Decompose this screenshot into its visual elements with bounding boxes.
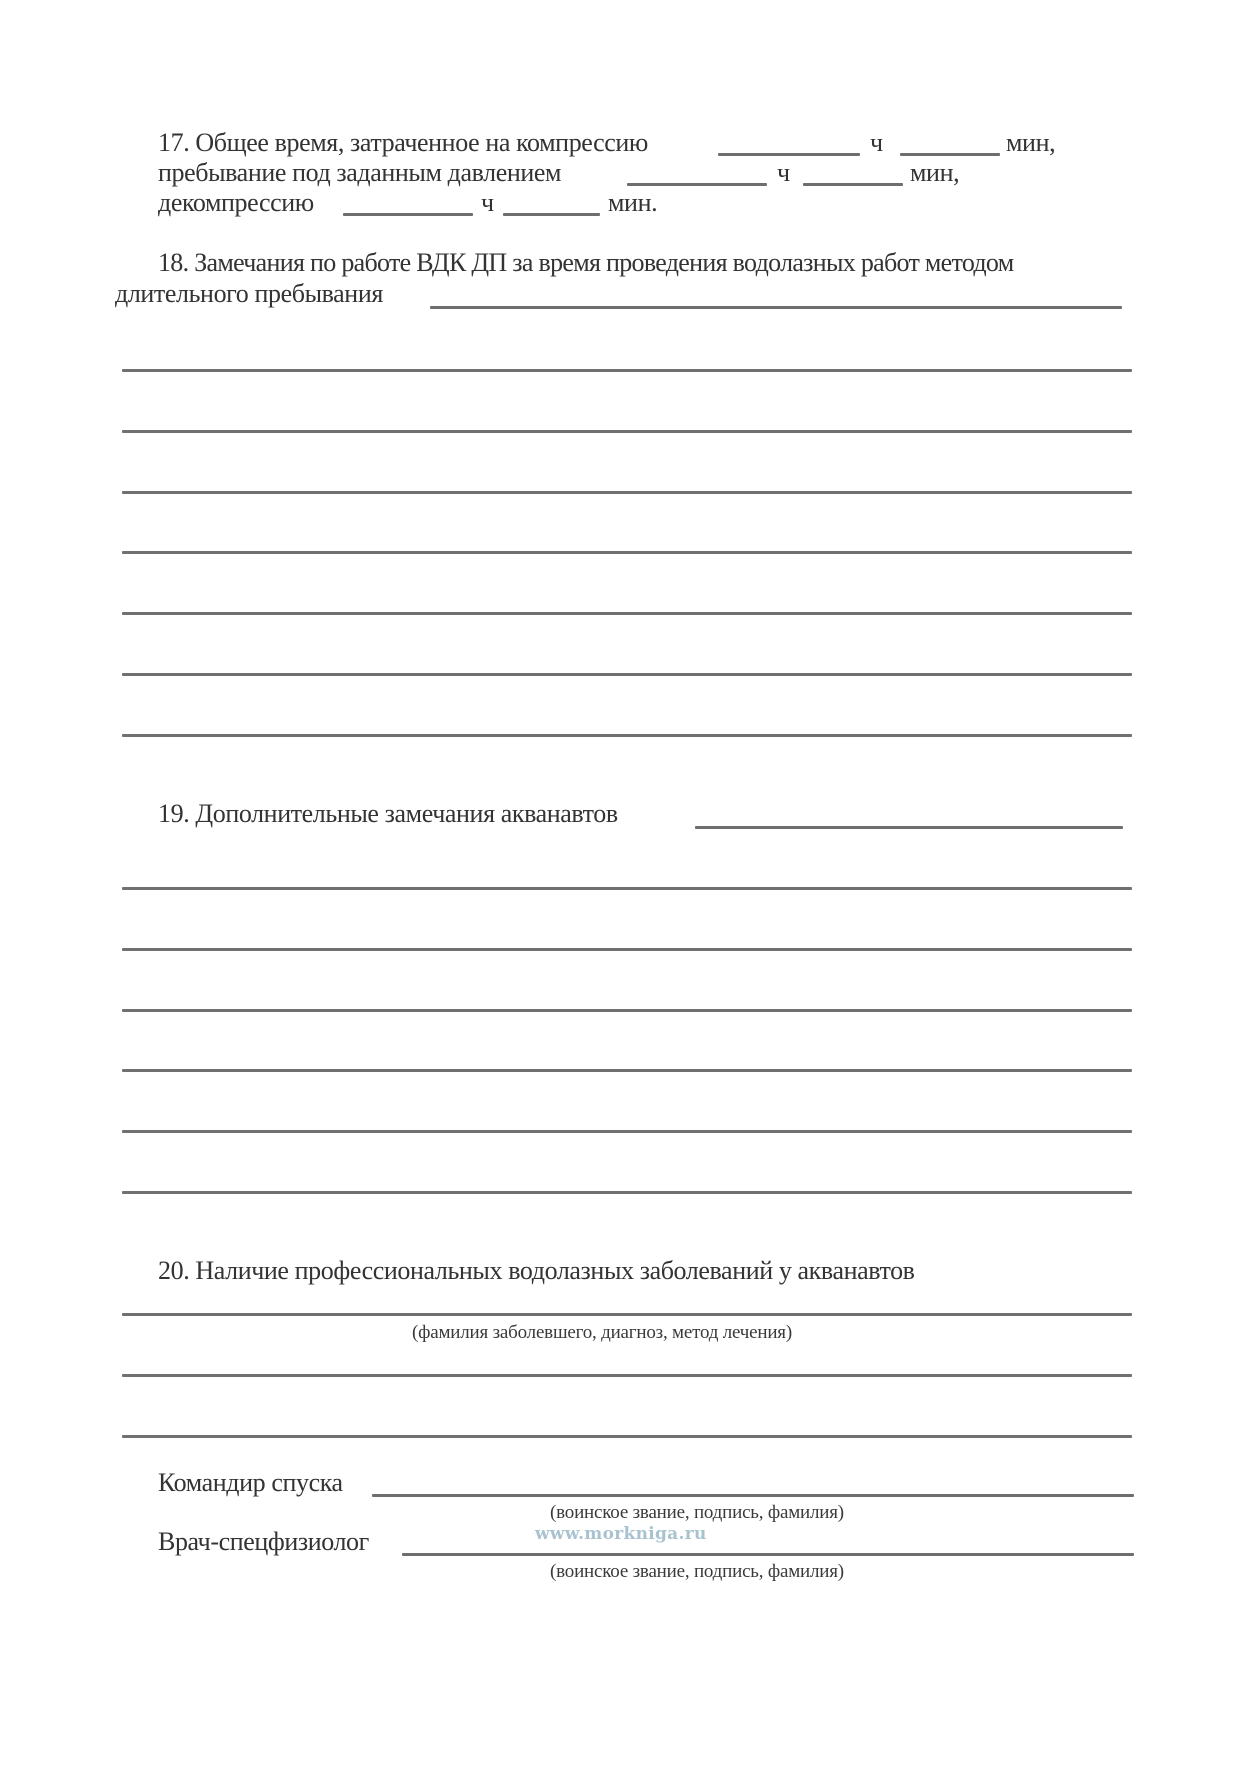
- physician-signature-caption: (воинское звание, подпись, фамилия): [550, 1561, 844, 1582]
- decompression-hours-field[interactable]: [343, 213, 473, 216]
- section-20-answer-line[interactable]: [122, 1435, 1132, 1438]
- compression-minutes-field[interactable]: [900, 153, 1000, 156]
- section-18-answer-line[interactable]: [122, 491, 1132, 494]
- section-18-answer-line[interactable]: [430, 306, 1122, 309]
- section-18-answer-line[interactable]: [122, 734, 1132, 737]
- commander-label: Командир спуска: [158, 1468, 343, 1497]
- section-18-answer-line[interactable]: [122, 612, 1132, 615]
- section-18-answer-line[interactable]: [122, 369, 1132, 372]
- physician-label: Врач-спецфизиолог: [158, 1527, 369, 1556]
- commander-signature-line[interactable]: [372, 1494, 1134, 1497]
- section-19-label: 19. Дополнительные замечания акванавтов: [158, 799, 618, 828]
- pressure-minutes-field[interactable]: [803, 183, 903, 186]
- section-17-label: 17. Общее время, затраченное на компрессию: [158, 128, 648, 157]
- section-17-pressure-label: пребывание под заданным давлением: [158, 158, 562, 187]
- section-19-answer-line[interactable]: [122, 1191, 1132, 1194]
- physician-signature-line[interactable]: [402, 1553, 1134, 1556]
- section-19-answer-line[interactable]: [122, 1069, 1132, 1072]
- section-18-answer-line[interactable]: [122, 673, 1132, 676]
- hours-unit: ч: [870, 128, 883, 157]
- section-19-answer-line[interactable]: [122, 887, 1132, 890]
- section-18-label-cont: длительного пребывания: [115, 279, 383, 308]
- commander-signature-caption: (воинское звание, подпись, фамилия): [550, 1502, 844, 1523]
- pressure-hours-field[interactable]: [627, 183, 767, 186]
- section-20-label: 20. Наличие профессиональных водолазных заболеваний у акванавтов: [158, 1256, 915, 1285]
- section-20-answer-line[interactable]: [122, 1313, 1132, 1316]
- minutes-unit: мин,: [1006, 128, 1056, 157]
- decompression-minutes-field[interactable]: [503, 213, 600, 216]
- section-19-answer-line[interactable]: [122, 1009, 1132, 1012]
- section-18-answer-line[interactable]: [122, 551, 1132, 554]
- minutes-unit: мин,: [910, 158, 960, 187]
- section-20-answer-line[interactable]: [122, 1374, 1132, 1377]
- section-18-label: 18. Замечания по работе ВДК ДП за время проведения водолазных работ методом: [158, 248, 1014, 277]
- section-19-answer-line[interactable]: [695, 826, 1123, 829]
- section-17-decompression-label: декомпрессию: [158, 188, 314, 217]
- hours-unit: ч: [777, 158, 790, 187]
- section-18-answer-line[interactable]: [122, 430, 1132, 433]
- section-19-answer-line[interactable]: [122, 948, 1132, 951]
- section-19-answer-line[interactable]: [122, 1130, 1132, 1133]
- hours-unit: ч: [481, 188, 494, 217]
- compression-hours-field[interactable]: [718, 153, 860, 156]
- section-20-caption: (фамилия заболевшего, диагноз, метод лечения): [412, 1322, 792, 1343]
- minutes-unit: мин.: [608, 188, 658, 217]
- watermark: www.morkniga.ru: [535, 1524, 707, 1544]
